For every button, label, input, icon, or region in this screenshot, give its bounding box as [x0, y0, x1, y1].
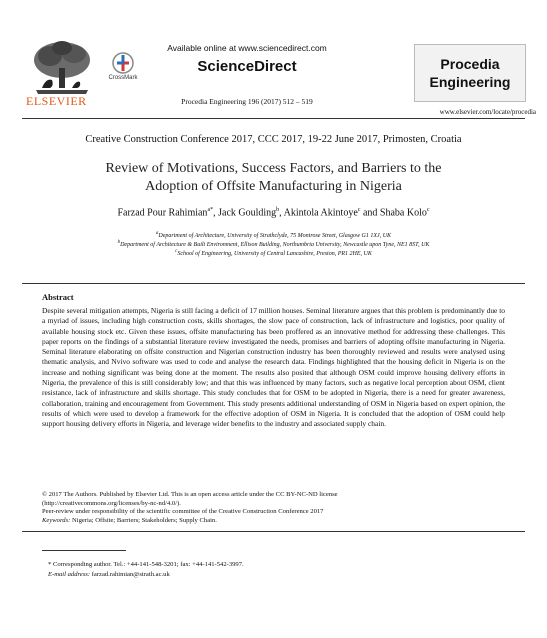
title-line-2: Adoption of Offsite Manufacturing in Nigeria: [145, 179, 402, 194]
conference-line: Creative Construction Conference 2017, CCC 2017, 19-22 June 2017, Primosten, Croatia: [85, 134, 462, 145]
publisher-name: ELSEVIER: [26, 94, 87, 108]
journal-name-box: [414, 44, 526, 102]
footnote-rule: [42, 550, 126, 551]
journal-citation: Procedia Engineering 196 (2017) 512 – 519: [181, 97, 313, 106]
affiliation: [30, 240, 517, 248]
keywords: Nigeria; Offsite; Barriers; Stakeholders; Supply Chain.: [71, 516, 217, 524]
affiliation-sup: a: [155, 231, 159, 236]
peer-review-line: Peer-review under responsibility of the scientific committee of the Creative Construction Conference 2017: [42, 508, 324, 516]
affiliation-sup: b: [117, 240, 121, 245]
author-sup: b: [276, 207, 280, 213]
author-separator: ,: [213, 207, 219, 219]
author-separator: ,: [279, 207, 284, 219]
affiliation: [30, 249, 517, 257]
license-line-1: © 2017 The Authors. Published by Elsevier Ltd. This is an open access article under the CC BY-NC-ND license: [42, 491, 338, 498]
author-name: Akintola Akintoye: [283, 207, 358, 219]
email-label: E-mail address:: [48, 571, 91, 578]
sciencedirect-logo-text: ScienceDirect: [197, 58, 297, 75]
journal-name-line1: Procedia: [440, 56, 500, 72]
abstract-top-rule: [22, 283, 525, 284]
author-sup: a: [207, 207, 211, 213]
crossmark-label: CrossMark: [108, 75, 138, 81]
journal-name-line2: Engineering: [429, 74, 511, 90]
available-online-text: Available online at www.sciencedirect.com: [167, 43, 327, 53]
keywords-label: Keywords:: [42, 516, 71, 524]
header-rule: [22, 118, 525, 119]
author-sup: c: [357, 207, 361, 213]
email-address[interactable]: farzad.rahimian@strath.ac.uk: [91, 571, 170, 578]
license-text: [42, 491, 505, 525]
crossmark-icon: [112, 52, 134, 74]
affiliation-text: Department of Architecture & Built Environment, Ellison Building, Northumbria University, Newcastle upon Tyne, NE1 8ST, UK: [120, 242, 430, 248]
author-name: Shaba Kolo: [379, 207, 427, 219]
affiliation-text: School of Engineering, University of Central Lancashire, Preston, PR1 2HE, UK: [177, 251, 372, 257]
abstract-body: Despite several mitigation attempts, Nigeria is still facing a deficit of 17 million houses. Seminal literature argues that this problem is predominantly due to a myriad of issues, including high construction costs, skills shortages, the slow pace of construction, lack of infrastructure and logistics, poor quality of available housing stock etc. Given these issues, offsite manufacturing has been proffered as an innovative method for addressing these challenges. This paper reports on the findings of a substantial literature review investigated the needs, promises and barriers of adopting offsite manufacturing in Nigeria. Seminal literature elaborating on offsite construction and Nigerian construction industry has been thoroughly reviewed and results were analysed using thematic analysis, and Nvivo software was used to code and analyse the research data. Findings highlighted that the housing deficit in Nigeria is on the increase and nothing significant was being done at the moment. The results also posited that although OSM could improve housing delivery efforts in Nigeria, the prevalence of this is still considerably low; and that this was influenced by many factors, such as negative local perception about OSM, client resistance, lack of infrastructure and skills shortage. This study concludes that for OSM to be adopted in Nigeria, there is a need for greater awareness, collaboration, training and encouragement from Government. This study presents additional understanding of OSM in Nigeria based on expert opinion, the results of which were used to develop a framework for the effective adoption of OSM in Nigeria. It is concluded that the adoption of OSM could help support housing delivery efforts in Nigeria, and leverage wider benefits to the industry and associated supply chain.: [42, 306, 505, 429]
paper-title: [40, 160, 507, 196]
corresponding-author-footnote: * Corresponding author. Tel.: +44-141-548-3201; fax: +44-141-542-3997.: [48, 561, 244, 568]
keywords-line: [42, 517, 505, 526]
corresponding-mark: *: [210, 207, 214, 213]
license-link[interactable]: (http://creativecommons.org/licenses/by-nc-nd/4.0/).: [42, 499, 181, 507]
author-name: Jack Goulding: [218, 207, 277, 219]
author-sup: c: [426, 207, 430, 213]
crossmark-badge[interactable]: [104, 52, 142, 81]
author-list: [0, 207, 547, 218]
affiliation: [30, 231, 517, 239]
journal-url[interactable]: www.elsevier.com/locate/procedia: [439, 108, 536, 116]
author-name: Farzad Pour Rahimian: [117, 207, 208, 219]
abstract-heading: Abstract: [42, 292, 74, 302]
title-line-1: Review of Motivations, Success Factors, and Barriers to the: [105, 161, 442, 176]
affiliation-sup: c: [175, 249, 178, 254]
email-footnote: [48, 570, 170, 579]
affiliation-text: Department of Architecture, University of Strathclyde, 75 Montrose Street, Glasgow G1 1XJ, UK: [158, 233, 392, 239]
abstract-bottom-rule: [22, 531, 525, 532]
author-separator: and: [360, 207, 380, 219]
